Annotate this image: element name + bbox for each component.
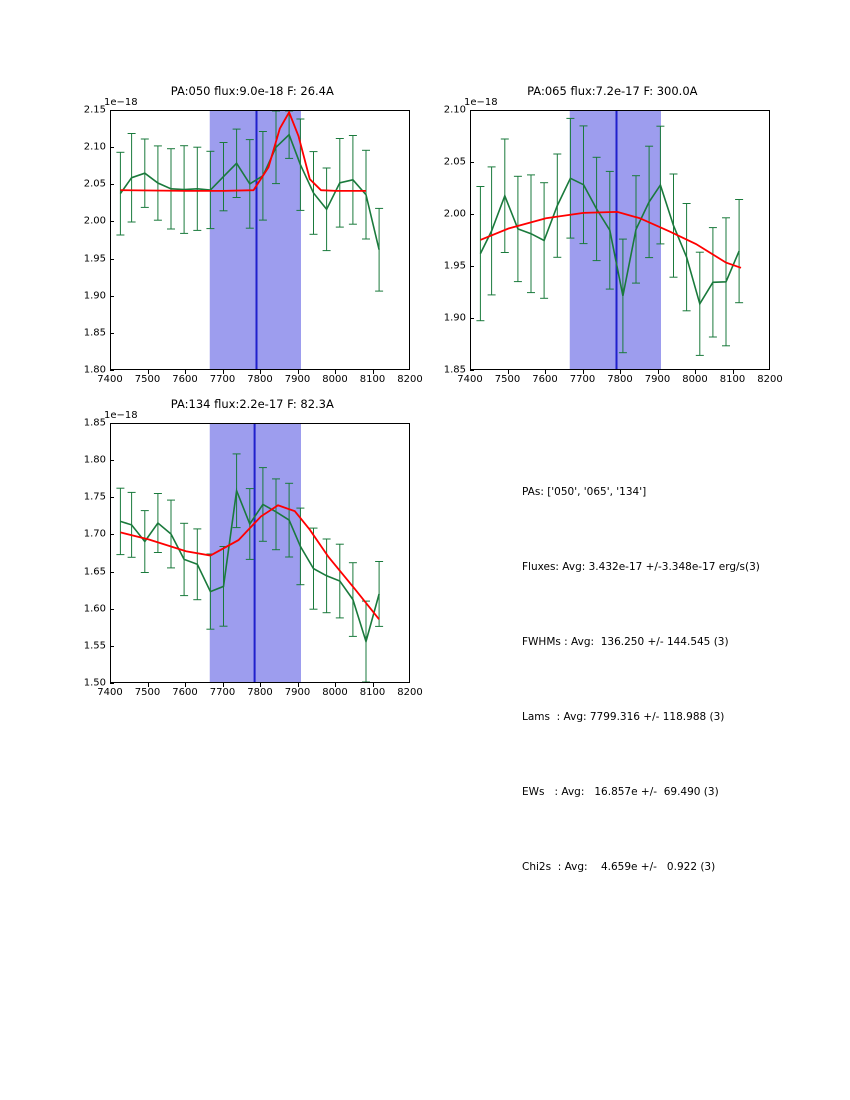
summary-statistics: [522, 430, 822, 905]
ytick-pa050-1: 1.85: [83, 327, 106, 339]
ytickmark: [110, 184, 114, 185]
xtick-pa050-3: 7700: [209, 374, 236, 385]
xtick-pa050-5: 7900: [284, 374, 311, 385]
xtickmark: [185, 683, 186, 687]
ytick-pa134-7: 1.85: [83, 417, 106, 429]
xtick-pa134-3: 7700: [209, 687, 236, 698]
ytick-pa134-3: 1.65: [83, 566, 106, 578]
xtickmark: [335, 683, 336, 687]
xtickmark: [148, 370, 149, 374]
plot-panel-pa050: [60, 70, 430, 390]
plot-title-line1: PA:065 flux:7.2e-17 F: 300.0A: [527, 84, 698, 98]
xtick-pa065-2: 7600: [532, 374, 558, 385]
summary-line-fwhms: FWHMs : Avg: 136.250 +/- 144.545 (3): [522, 636, 729, 648]
xtickmark: [695, 370, 696, 374]
ytick-pa050-7: 2.15: [83, 104, 106, 116]
ytick-pa065-1: 1.90: [443, 312, 466, 324]
xtick-pa050-2: 7600: [172, 374, 198, 385]
xtickmark: [185, 370, 186, 374]
xtickmark: [733, 370, 734, 374]
ytickmark: [470, 214, 474, 215]
xtickmark: [223, 370, 224, 374]
summary-line-ews: EWs : Avg: 16.857e +/- 69.490 (3): [522, 786, 719, 798]
ytick-pa050-6: 2.10: [83, 141, 106, 153]
ytick-pa065-0: 1.85: [443, 364, 466, 376]
ytickmark: [470, 110, 474, 111]
ytickmark: [470, 162, 474, 163]
xtickmark: [298, 683, 299, 687]
ytickmark: [110, 572, 114, 573]
axes-pa050: [110, 110, 410, 370]
ytickmark: [470, 266, 474, 267]
ytick-pa065-2: 1.95: [443, 260, 466, 272]
ytickmark: [110, 609, 114, 610]
xtick-pa134-4: 7800: [247, 687, 273, 698]
ytickmark: [110, 221, 114, 222]
ytickmark: [110, 110, 114, 111]
xtickmark: [335, 370, 336, 374]
xtick-pa050-0: 7400: [97, 374, 123, 385]
xtickmark: [223, 683, 224, 687]
ytick-pa050-4: 2.00: [83, 215, 106, 227]
summary-line-lams: Lams : Avg: 7799.316 +/- 118.988 (3): [522, 711, 725, 723]
xtick-pa134-1: 7500: [134, 687, 161, 698]
plot-panel-pa134: [60, 383, 430, 703]
y-axis-exponent-pa050: 1e−18: [104, 97, 138, 108]
xtick-pa134-6: 8000: [322, 687, 348, 698]
xtick-pa134-2: 7600: [172, 687, 198, 698]
axes-pa065: [470, 110, 770, 370]
xtick-pa065-1: 7500: [494, 374, 521, 385]
ytickmark: [110, 460, 114, 461]
xtick-pa065-8: 8200: [757, 374, 783, 385]
xtick-pa050-1: 7500: [134, 374, 161, 385]
xtick-pa065-5: 7900: [644, 374, 671, 385]
ytick-pa134-4: 1.70: [83, 528, 106, 540]
summary-line-fluxes: Fluxes: Avg: 3.432e-17 +/-3.348e-17 erg/s(3): [522, 561, 760, 573]
xtick-pa134-7: 8100: [359, 687, 386, 698]
xtickmark: [260, 683, 261, 687]
xtick-pa134-0: 7400: [97, 687, 123, 698]
axes-pa134: [110, 423, 410, 683]
xtick-pa134-8: 8200: [397, 687, 423, 698]
xtickmark: [508, 370, 509, 374]
plot-title-line1: PA:134 flux:2.2e-17 F: 82.3A: [170, 397, 334, 411]
xtickmark: [373, 683, 374, 687]
xtickmark: [658, 370, 659, 374]
y-axis-exponent-pa134: 1e−18: [104, 410, 138, 421]
ytick-pa050-3: 1.95: [83, 253, 106, 265]
summary-line-pas: PAs: ['050', '065', '134']: [522, 486, 647, 498]
ytick-pa134-2: 1.60: [83, 603, 106, 615]
y-axis-exponent-pa065: 1e−18: [464, 97, 498, 108]
ytick-pa134-6: 1.80: [83, 454, 106, 466]
xtickmark: [260, 370, 261, 374]
xtick-pa050-8: 8200: [397, 374, 423, 385]
plot-title-line1: PA:050 flux:9.0e-18 F: 26.4A: [170, 84, 334, 98]
ytickmark: [470, 370, 474, 371]
ytick-pa134-5: 1.75: [83, 491, 106, 503]
xtick-pa050-6: 8000: [322, 374, 348, 385]
ytick-pa050-2: 1.90: [83, 290, 106, 302]
xtickmark: [583, 370, 584, 374]
xtick-pa050-7: 8100: [359, 374, 386, 385]
ytickmark: [470, 318, 474, 319]
ytickmark: [110, 259, 114, 260]
plot-canvas-pa065: [471, 111, 769, 369]
xtick-pa065-3: 7700: [569, 374, 596, 385]
ytickmark: [110, 370, 114, 371]
ytick-pa065-3: 2.00: [443, 208, 466, 220]
ytick-pa050-5: 2.05: [83, 178, 106, 190]
ytickmark: [110, 296, 114, 297]
ytickmark: [110, 147, 114, 148]
plot-canvas-pa134: [111, 424, 409, 682]
xtick-pa065-4: 7800: [607, 374, 633, 385]
xtickmark: [373, 370, 374, 374]
plot-panel-pa065: [420, 70, 790, 390]
xtick-pa065-7: 8100: [719, 374, 746, 385]
xtick-pa065-0: 7400: [457, 374, 483, 385]
xtickmark: [620, 370, 621, 374]
ytick-pa065-5: 2.10: [443, 104, 466, 116]
xtick-pa134-5: 7900: [284, 687, 311, 698]
ytickmark: [110, 683, 114, 684]
xtick-pa065-6: 8000: [682, 374, 708, 385]
plot-canvas-pa050: [111, 111, 409, 369]
ytickmark: [110, 534, 114, 535]
xtickmark: [545, 370, 546, 374]
xtick-pa050-4: 7800: [247, 374, 273, 385]
ytick-pa050-0: 1.80: [83, 364, 106, 376]
ytick-pa134-1: 1.55: [83, 640, 106, 652]
ytick-pa134-0: 1.50: [83, 677, 106, 689]
ytickmark: [110, 497, 114, 498]
ytickmark: [110, 333, 114, 334]
xtickmark: [298, 370, 299, 374]
ytickmark: [110, 423, 114, 424]
ytick-pa065-4: 2.05: [443, 156, 466, 168]
xtickmark: [148, 683, 149, 687]
summary-line-chi2s: Chi2s : Avg: 4.659e +/- 0.922 (3): [522, 861, 716, 873]
ytickmark: [110, 646, 114, 647]
